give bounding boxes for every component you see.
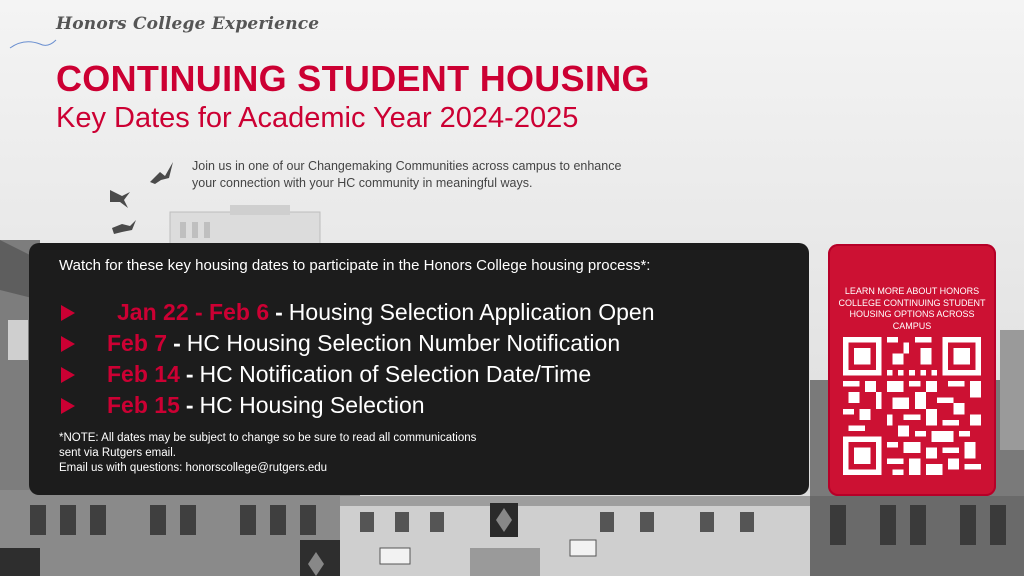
list-item [61,359,654,390]
play-arrow-icon [61,336,75,352]
list-item [61,328,654,359]
dash-separator: - [173,330,181,356]
date-value: Jan 22 - Feb 6 [117,299,270,325]
intro-text: Join us in one of our Changemaking Communities across campus to enhance your connection with your HC community in meaningful ways. [192,159,622,190]
date-label: HC Housing Selection [199,392,425,418]
play-arrow-icon [61,367,75,383]
list-item [61,297,654,328]
note-disclaimer: *NOTE: All dates may be subject to change so be sure to read all communications sent via Rutgers email. [59,432,477,459]
dash-separator: - [185,361,194,387]
key-dates-list [61,297,654,421]
note-text [59,431,489,476]
date-label: HC Notification of Selection Date/Time [199,361,592,387]
key-dates-panel [29,243,809,495]
play-arrow-icon [61,398,75,414]
dash-separator: - [185,392,194,418]
qr-code[interactable] [843,337,981,475]
dash-separator: - [275,299,283,325]
page-title: CONTINUING STUDENT HOUSING [56,58,650,99]
page-subtitle: Key Dates for Academic Year 2024-2025 [56,102,579,134]
date-value: Feb 15 [107,392,180,418]
qr-code-card [828,244,996,496]
date-value: Feb 14 [107,361,180,387]
list-item [61,390,654,421]
contact-email-text: Email us with questions: honorscollege@rutgers.edu [59,462,328,474]
play-arrow-icon [61,305,75,321]
college-script-title: Honors College Experience [56,14,320,34]
qr-card-label: LEARN MORE ABOUT HONORS COLLEGE CONTINUING STUDENT HOUSING OPTIONS ACROSS CAMPUS [838,286,986,331]
panel-lead-text: Watch for these key housing dates to participate in the Honors College housing process*: [59,257,651,274]
date-label: Housing Selection Application Open [288,299,655,325]
date-label: HC Housing Selection Number Notification [186,330,621,356]
date-value: Feb 7 [107,330,168,356]
